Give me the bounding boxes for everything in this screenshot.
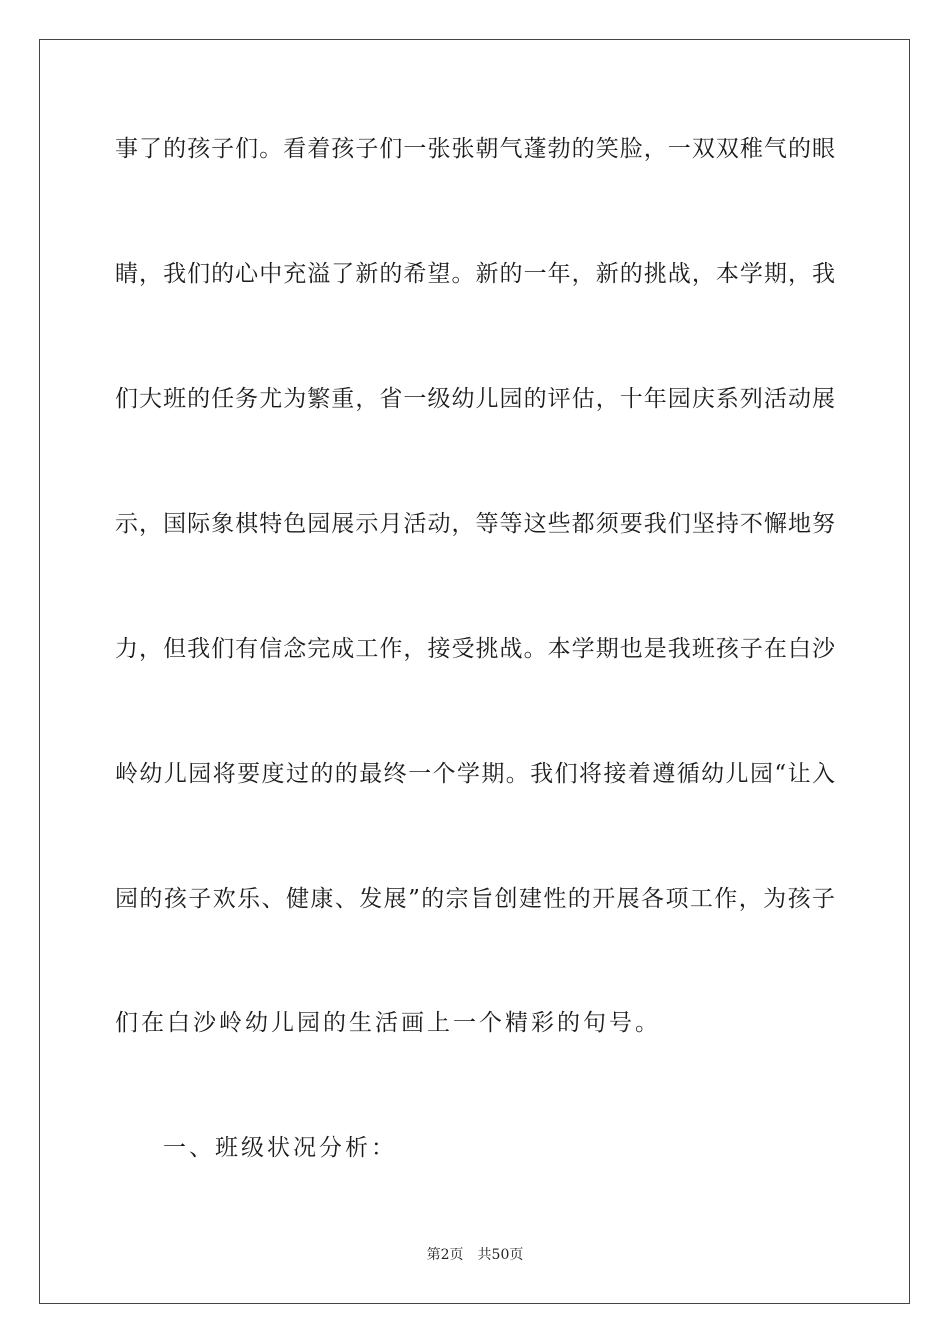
section-heading: 一、班级状况分析： [163,1135,397,1161]
page-number: 第2页 [426,1247,464,1263]
paragraph-line-5: 力，但我们有信念完成工作，接受挑战。本学期也是我班孩子在白沙 [115,636,835,662]
paragraph-line-7: 园的孩子欢乐、健康、发展”的宗旨创建性的开展各项工作，为孩子 [115,886,835,912]
page-border [39,39,910,1304]
paragraph-line-1: 事了的孩子们。看着孩子们一张张朝气蓬勃的笑脸，一双双稚气的眼 [115,136,835,162]
page-total: 共50页 [477,1247,524,1263]
paragraph-line-8: 们在白沙岭幼儿园的生活画上一个精彩的句号。 [115,1010,661,1036]
paragraph-line-6: 岭幼儿园将要度过的的最终一个学期。我们将接着遵循幼儿园“让入 [115,761,835,787]
paragraph-line-3: 们大班的任务尤为繁重，省一级幼儿园的评估，十年园庆系列活动展 [115,386,835,412]
paragraph-line-2: 睛，我们的心中充溢了新的希望。新的一年，新的挑战，本学期，我 [115,261,835,287]
page-footer [0,1245,950,1265]
paragraph-line-4: 示，国际象棋特色园展示月活动，等等这些都须要我们坚持不懈地努 [115,511,835,537]
